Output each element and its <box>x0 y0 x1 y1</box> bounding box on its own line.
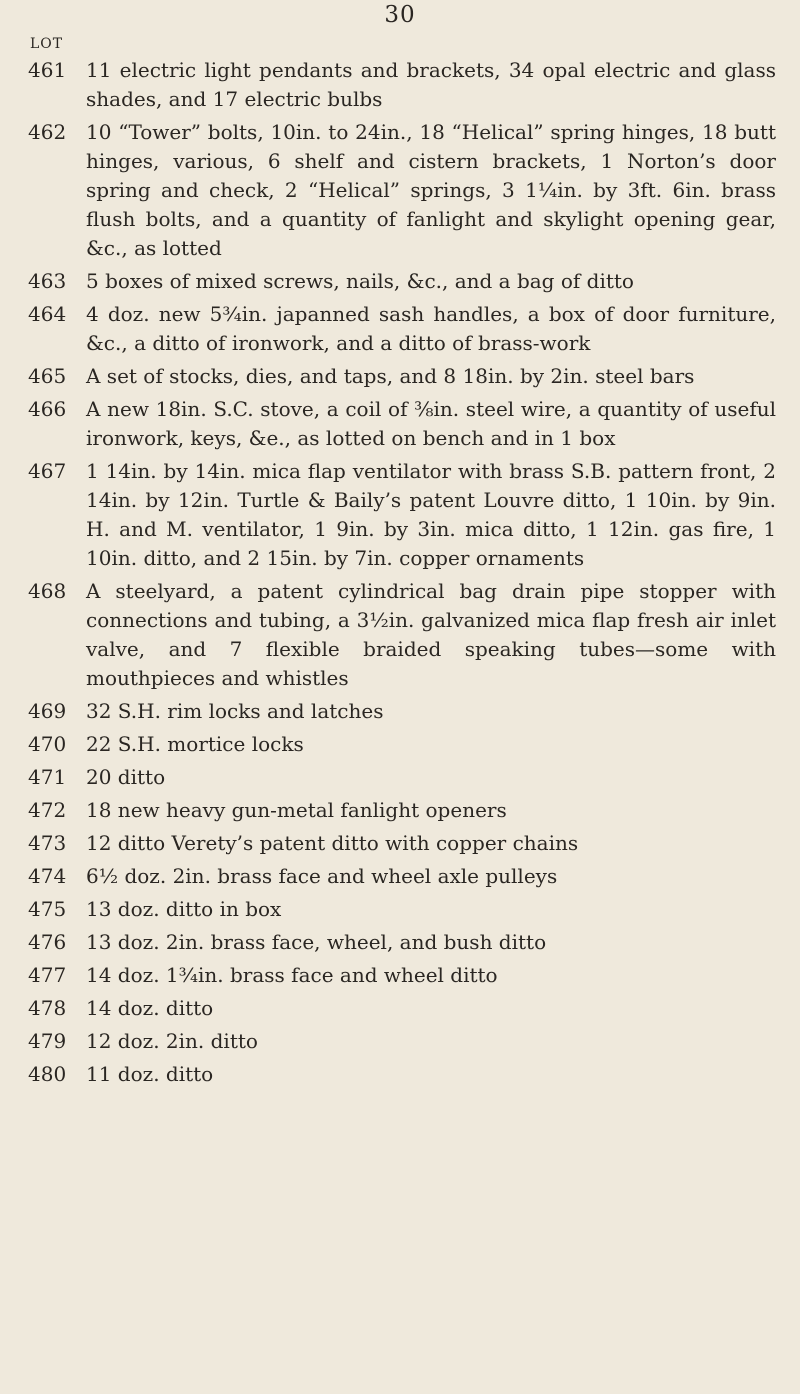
lot-entry <box>0 796 800 825</box>
lot-description: 20 ditto <box>86 765 166 789</box>
lot-entry <box>0 395 800 453</box>
lot-number: 464 <box>28 302 67 326</box>
lot-description: 11 doz. ditto <box>86 1062 214 1086</box>
lot-number: 471 <box>28 765 67 789</box>
lot-description: 10 “Tower” bolts, 10in. to 24in., 18 “Helical” spring hinges, 18 butt hinges, various, 6 shelf and cistern brackets, 1 Norton’s door spring and check, 2 “Helical” springs, 3 1¼in. by 3ft. 6in. brass flush bolts, and a quantity of fanlight and skylight opening gear, &c., as lotted <box>86 120 776 260</box>
lot-entry <box>0 1060 800 1089</box>
lot-number: 468 <box>28 579 67 603</box>
lot-entry <box>0 457 800 573</box>
lot-number: 469 <box>28 699 67 723</box>
lot-number: 473 <box>28 831 67 855</box>
lot-entry <box>0 362 800 391</box>
lot-description: 13 doz. ditto in box <box>86 897 282 921</box>
lot-entry <box>0 862 800 891</box>
lot-entry <box>0 928 800 957</box>
lot-entry <box>0 118 800 263</box>
lot-number: 478 <box>28 996 67 1020</box>
lot-entry <box>0 267 800 296</box>
lot-entry <box>0 895 800 924</box>
lot-number: 479 <box>28 1029 67 1053</box>
lot-entry <box>0 300 800 358</box>
lot-column-heading: LOT <box>30 36 64 52</box>
lot-entry <box>0 994 800 1023</box>
lot-number: 466 <box>28 397 67 421</box>
lot-number: 463 <box>28 269 67 293</box>
lot-description: 4 doz. new 5¾in. japanned sash handles, a box of door furniture, &c., a ditto of ironwork, and a ditto of brass-work <box>86 302 776 355</box>
lot-number: 461 <box>28 58 67 82</box>
lot-description: A steelyard, a patent cylindrical bag drain pipe stopper with connections and tubing, a 3½in. galvanized mica flap fresh air inlet valve, and 7 flexible braided speaking tubes—some with mouthpieces and whistles <box>86 579 776 690</box>
lot-entry <box>0 697 800 726</box>
lot-description: 32 S.H. rim locks and latches <box>86 699 384 723</box>
lot-description: 14 doz. ditto <box>86 996 214 1020</box>
lot-entry <box>0 961 800 990</box>
lot-description: 18 new heavy gun-metal fanlight openers <box>86 798 507 822</box>
lot-number: 467 <box>28 459 67 483</box>
lot-description: A set of stocks, dies, and taps, and 8 18in. by 2in. steel bars <box>86 364 695 388</box>
lot-number: 474 <box>28 864 67 888</box>
lot-number: 480 <box>28 1062 67 1086</box>
lot-number: 465 <box>28 364 67 388</box>
lot-entry <box>0 730 800 759</box>
lot-description: 12 doz. 2in. ditto <box>86 1029 258 1053</box>
lot-description: 6½ doz. 2in. brass face and wheel axle pulleys <box>86 864 558 888</box>
lot-description: 22 S.H. mortice locks <box>86 732 304 756</box>
lot-number: 462 <box>28 120 67 144</box>
lot-description: 5 boxes of mixed screws, nails, &c., and a bag of ditto <box>86 269 634 293</box>
lot-entry <box>0 577 800 693</box>
lot-description: 1 14in. by 14in. mica flap ventilator with brass S.B. pattern front, 2 14in. by 12in. Turtle & Baily’s patent Louvre ditto, 1 10in. by 9in. H. and M. ventilator, 1 9in. by 3in. mica ditto, 1 12in. gas fire, 1 10in. ditto, and 2 15in. by 7in. copper ornaments <box>86 459 776 570</box>
page-number: 30 <box>384 2 416 28</box>
lot-number: 477 <box>28 963 67 987</box>
lot-description: 11 electric light pendants and brackets, 34 opal electric and glass shades, and 17 electric bulbs <box>86 58 776 111</box>
lot-entry <box>0 56 800 114</box>
lot-entry <box>0 1027 800 1056</box>
lot-number: 476 <box>28 930 67 954</box>
lot-list <box>0 56 800 1093</box>
lot-description: 14 doz. 1¾in. brass face and wheel ditto <box>86 963 498 987</box>
lot-number: 472 <box>28 798 67 822</box>
lot-number: 475 <box>28 897 67 921</box>
lot-description: 13 doz. 2in. brass face, wheel, and bush ditto <box>86 930 547 954</box>
lot-description: A new 18in. S.C. stove, a coil of ⅜in. steel wire, a quantity of useful ironwork, keys, &e., as lotted on bench and in 1 box <box>86 397 776 450</box>
lot-description: 12 ditto Verety’s patent ditto with copper chains <box>86 831 579 855</box>
lot-entry <box>0 763 800 792</box>
lot-entry <box>0 829 800 858</box>
lot-number: 470 <box>28 732 67 756</box>
